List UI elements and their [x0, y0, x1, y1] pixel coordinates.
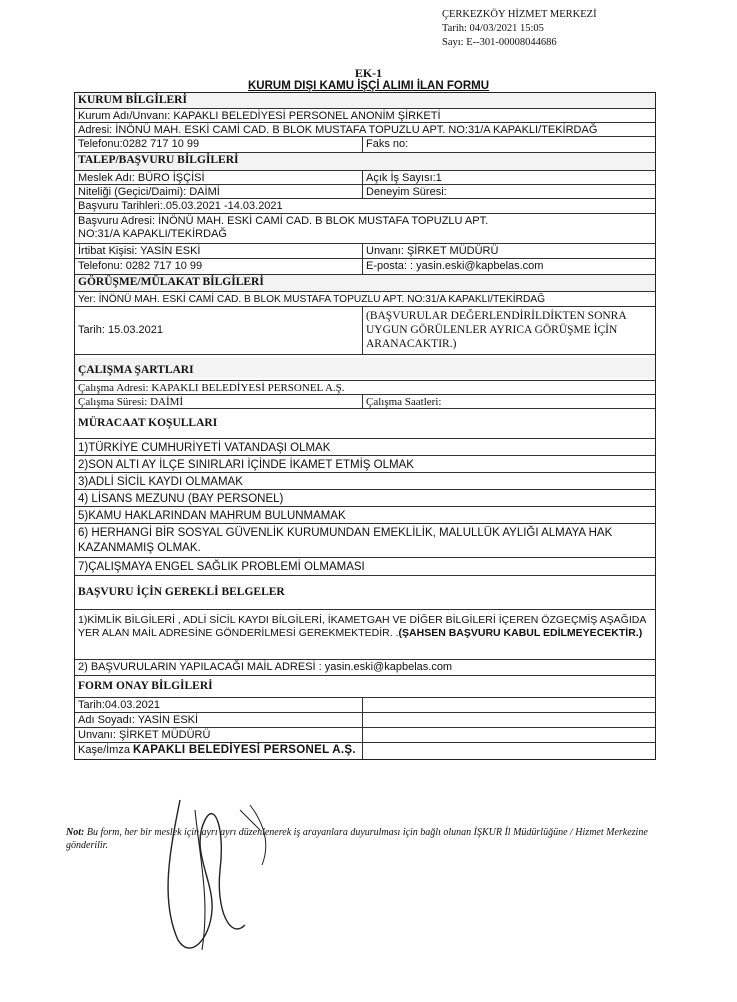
header-number: Sayı: E--301-00008044686: [442, 37, 557, 48]
document-item-1: [75, 610, 655, 659]
working-duration: Çalışma Süresi: DAİMİ: [75, 395, 363, 408]
interview-date-cell: [75, 307, 363, 354]
note-label: Not:: [66, 827, 85, 838]
office-name: ÇERKEZKÖY HİZMET MERKEZİ: [442, 9, 597, 20]
contact-email: E-posta: : yasin.eski@kapbelas.com: [366, 260, 544, 272]
contact-person: İrtibat Kişisi: YASİN ESKİ: [75, 244, 363, 258]
condition-item: 1)TÜRKİYE CUMHURİYETİ VATANDAŞI OLMAK: [78, 442, 331, 454]
condition-item: 6) HERHANGİ BİR SOSYAL GÜVENLİK KURUMUNDAN EMEKLİLİK, MALULLÜK AYLIĞI ALMAYA HAK KAZANMAMIŞ OLMAK.: [78, 527, 613, 554]
section-request: TALEP/BAŞVURU BİLGİLERİ: [75, 153, 655, 170]
approval-date: Tarih:04.03.2021: [75, 698, 363, 712]
section-documents: BAŞVURU İÇİN GEREKLİ BELGELER: [75, 585, 655, 600]
stamp-company: KAPAKLI BELEDİYESİ PERSONEL A.Ş.: [133, 744, 356, 756]
announcement-form: [74, 92, 656, 760]
condition-item: 5)KAMU HAKLARINDAN MAHRUM BULUNMAMAK: [78, 510, 346, 522]
condition-item: 4) LİSANS MEZUNU (BAY PERSONEL): [78, 493, 284, 505]
annex-label: EK-1: [354, 66, 383, 80]
condition-item: 2)SON ALTI AY İLÇE SINIRLARI İÇİNDE İKAMET ETMİŞ OLMAK: [78, 459, 414, 471]
section-approval: FORM ONAY BİLGİLERİ: [75, 679, 655, 694]
condition-item: 7)ÇALIŞMAYA ENGEL SAĞLIK PROBLEMİ OLMAMASI: [78, 561, 365, 573]
interview-date: Tarih: 15.03.2021: [78, 324, 164, 336]
working-hours: Çalışma Saatleri:: [366, 396, 442, 408]
document-header: [442, 8, 597, 50]
approval-title: Unvanı: ŞİRKET MÜDÜRÜ: [75, 728, 363, 742]
approval-name: Adı Soyadı: YASİN ESKİ: [75, 713, 363, 727]
form-title: KURUM DIŞI KAMU İŞÇİ ALIMI İLAN FORMU: [247, 80, 490, 92]
document-item-1-warning: (ŞAHSEN BAŞVURU KABUL EDİLMEYECEKTİR.): [398, 627, 643, 639]
application-address: Başvuru Adresi: İNÖNÜ MAH. ESKİ CAMİ CAD. B BLOK MUSTAFA TOPUZLU APT. NO:31/A KAPAKLI/TEKİRDAĞ: [78, 215, 489, 240]
section-working: ÇALIŞMA ŞARTLARI: [75, 358, 655, 378]
approval-stamp-cell: [75, 743, 363, 759]
interview-place: Yer: İNÖNÜ MAH. ESKİ CAMİ CAD. B BLOK MUSTAFA TOPUZLU APT. NO:31/A KAPAKLI/TEKİRDAĞ: [78, 294, 546, 305]
job-nature: Niteliği (Geçici/Daimi): DAİMİ: [75, 185, 363, 198]
note-text: Bu form, her bir meslek için ayrı ayrı düzenlenerek iş arayanlara duyurulması için bağlı olunan İŞKUR İl Müdürlüğüne / Hizmet Merkezine gönderilir.: [66, 827, 648, 851]
document-item-1-text: 1)KİMLİK BİLGİLERİ , ADLİ SİCİL KAYDI BİLGİLERİ, İKAMETGAH VE DİĞER BİLGİLERİ İÇEREN ÖZGEÇMİŞ AŞAĞIDA YER ALAN MAİL ADRESİNE GÖNDERİLMESİ GEREKMEKTEDİR. .: [78, 614, 646, 639]
working-address: Çalışma Adresi: KAPAKLI BELEDİYESİ PERSONEL A.Ş.: [78, 382, 345, 394]
header-date: Tarih: 04/03/2021 15:05: [442, 23, 544, 34]
signature-mark: [150, 790, 290, 960]
contact-title: Unvanı: ŞİRKET MÜDÜRÜ: [366, 245, 499, 257]
institution-name: Kurum Adı/Unvanı: KAPAKLI BELEDİYESİ PERSONEL ANONİM ŞİRKETİ: [78, 110, 441, 122]
section-interview: GÖRÜŞME/MÜLAKAT BİLGİLERİ: [75, 275, 655, 291]
institution-fax: Faks no:: [366, 138, 409, 150]
occupation: Meslek Adı: BÜRO İŞÇİSİ: [75, 171, 363, 184]
institution-phone: Telefonu:0282 717 10 99: [75, 137, 363, 152]
application-dates: Başvuru Tarihleri:.05.03.2021 -14.03.2021: [78, 200, 283, 212]
contact-phone: Telefonu: 0282 717 10 99: [75, 259, 363, 274]
open-jobs: Açık İş Sayısı:1: [366, 172, 442, 184]
document-item-2: 2) BAŞVURULARIN YAPILACAĞI MAİL ADRESİ : yasin.eski@kapbelas.com: [78, 661, 453, 673]
section-institution: KURUM BİLGİLERİ: [75, 93, 655, 108]
approval-stamp-label: Kaşe/İmza: [78, 744, 130, 756]
experience: Deneyim Süresi:: [366, 186, 447, 198]
section-conditions: MÜRACAAT KOŞULLARI: [75, 416, 655, 431]
institution-address: Adresi: İNÖNÜ MAH. ESKİ CAMİ CAD. B BLOK MUSTAFA TOPUZLU APT. NO:31/A KAPAKLI/TEKİRDAĞ: [78, 124, 598, 136]
interview-note: (BAŞVURULAR DEĞERLENDİRİLDİKTEN SONRA UYGUN GÖRÜLENLER AYRICA GÖRÜŞME İÇİN ARANACAKTIR.): [366, 310, 627, 350]
condition-item: 3)ADLİ SİCİL KAYDI OLMAMAK: [78, 476, 243, 488]
